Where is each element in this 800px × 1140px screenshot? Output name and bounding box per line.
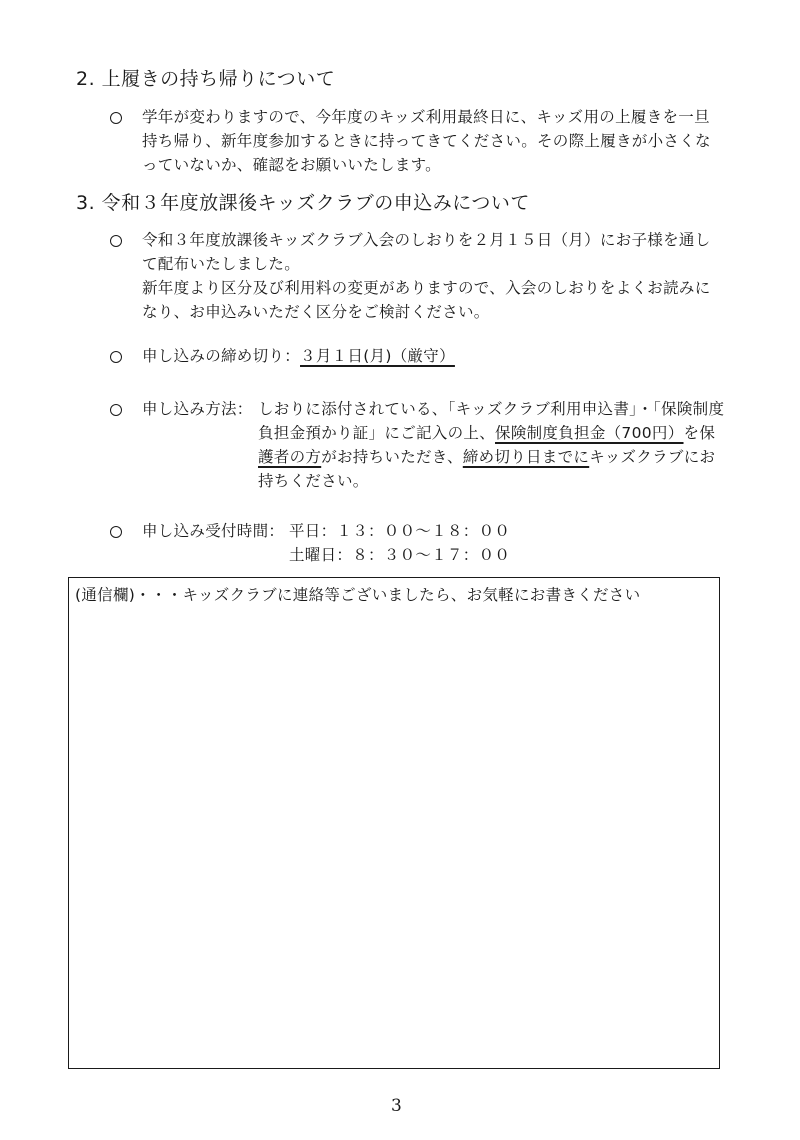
method-line-1: しおりに添付されている、「キッズクラブ利用申込書」・「保険制度 <box>258 400 725 418</box>
memo-label: (通信欄)・・・キッズクラブに連絡等ございましたら、お気軽にお書きください <box>75 586 641 604</box>
deadline-label: 申し込みの締め切り： <box>142 347 301 365</box>
section-3-heading: 3. 令和３年度放課後キッズクラブの申込みについて <box>76 192 530 214</box>
section-2-line-2: 持ち帰り、新年度参加するときに持ってきてください。その際上履きが小さくな <box>142 132 711 150</box>
section-2-line-1: 学年が変わりますので、今年度のキッズ利用最終日に、キッズ用の上履きを一旦 <box>142 108 710 126</box>
hours-weekday: 平日：１３：００～１８：００ <box>289 522 511 540</box>
bullet-circle-icon <box>110 112 122 124</box>
method-line-3-mid: がお持ちいただき、 <box>321 448 463 466</box>
method-line-3 <box>258 445 715 469</box>
deadline-value: ３月１日(月)（厳守） <box>300 347 455 365</box>
hours-label: 申し込み受付時間： <box>142 522 285 540</box>
method-line-3-tail: キッズクラブにお <box>589 448 716 466</box>
page-number: 3 <box>391 1096 402 1116</box>
section-2-line-3: っていないか、確認をお願いいたします。 <box>142 156 441 174</box>
deadline-row <box>142 344 455 368</box>
hours-saturday: 土曜日：８：３０～１７：００ <box>289 546 511 564</box>
guide-line-1: 令和３年度放課後キッズクラブ入会のしおりを２月１５日（月）にお子様を通し <box>142 231 711 249</box>
memo-box <box>68 577 720 1069</box>
guide-line-4: なり、お申込みいただく区分をご検討ください。 <box>142 303 490 321</box>
bullet-circle-icon <box>110 351 122 363</box>
method-line-4: 持ちください。 <box>258 472 369 490</box>
bullet-circle-icon <box>110 526 122 538</box>
fee-amount: 保険制度負担金（700円） <box>495 424 684 442</box>
method-line-2-text: 負担金預かり証」にご記入の上、 <box>258 424 496 442</box>
bullet-circle-icon <box>110 235 122 247</box>
guide-line-2: て配布いたしました。 <box>142 255 301 273</box>
guardian-text: 護者の方 <box>258 448 322 466</box>
bullet-circle-icon <box>110 404 122 416</box>
method-line-2-tail: を保 <box>683 424 716 442</box>
guide-line-3: 新年度より区分及び利用料の変更がありますので、入会のしおりをよくお読みに <box>142 279 711 297</box>
deadline-emphasis: 締め切り日までに <box>462 448 590 466</box>
method-label: 申し込み方法： <box>142 400 253 418</box>
method-line-2 <box>258 421 715 445</box>
section-2-heading: 2. 上履きの持ち帰りについて <box>76 68 336 90</box>
